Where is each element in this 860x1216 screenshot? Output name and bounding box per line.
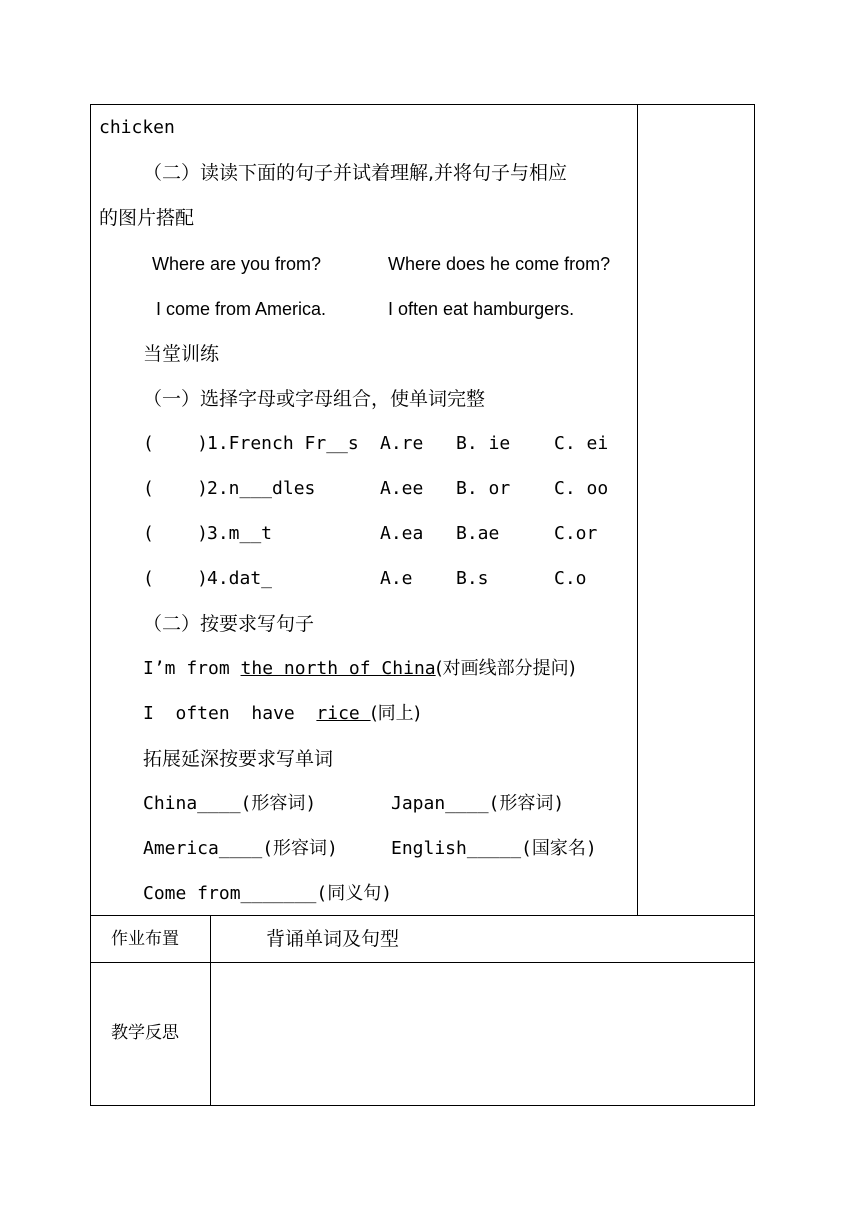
row-divider-homework [90,915,755,916]
write-sentence-2-prefix: I often have [143,703,317,724]
practice-heading: 当堂训练 [143,343,220,365]
extension-english: English_____(国家名) [391,838,597,859]
question-1-option-c: C. ei [554,433,609,454]
label-column-divider [210,915,211,1106]
write-sentence-1-hint: (对画线部分提问) [435,658,576,679]
homework-content: 背诵单词及句型 [266,928,400,950]
question-4-stem: 4.dat_ [207,568,273,589]
word-chicken: chicken [99,117,175,138]
exercise-2-heading: （二）按要求写句子 [143,613,315,635]
question-4-option-b: B.s [456,568,489,589]
row-divider-reflection [90,962,755,963]
question-2-paren: ( ) [143,478,209,499]
question-3-option-a: A.ea [380,523,424,544]
question-4-paren: ( ) [143,568,209,589]
sentence-where-does-he-come-from: Where does he come from? [388,254,611,274]
question-2-option-a: A.ee [380,478,424,499]
question-1-option-b: B. ie [456,433,511,454]
write-sentence-1 [143,658,576,680]
sentence-i-often-eat-hamburgers: I often eat hamburgers. [388,299,575,319]
extension-america: America____(形容词) [143,838,338,859]
question-3-paren: ( ) [143,523,209,544]
question-2-stem: 2.n___dles [207,478,316,499]
question-3-stem: 3.m__t [207,523,273,544]
table-border-top [90,104,755,105]
question-4-option-c: C.o [554,568,587,589]
table-border-right [754,104,755,1106]
write-sentence-2-hint: (同上) [370,703,421,724]
question-4-option-a: A.e [380,568,413,589]
question-3-option-b: B.ae [456,523,500,544]
sentence-where-are-you-from: Where are you from? [152,254,322,274]
section-2-instruction: （二）读读下面的句子并试着理解,并将句子与相应 [143,162,568,184]
question-3-option-c: C.or [554,523,598,544]
exercise-1-heading: （一）选择字母或字母组合，使单词完整 [143,388,486,410]
extension-heading: 拓展延深按要求写单词 [143,748,334,770]
table-border-left [90,104,91,1106]
homework-label: 作业布置 [111,929,179,949]
question-1-option-a: A.re [380,433,424,454]
section-2-instruction-cont: 的图片搭配 [99,207,195,229]
write-sentence-1-underlined: the north of China [240,658,436,679]
question-2-option-c: C. oo [554,478,609,499]
question-1-stem: 1.French Fr__s [207,433,359,454]
write-sentence-2 [143,703,421,725]
question-1-paren: ( ) [143,433,209,454]
content-column-divider [637,104,638,916]
reflection-label: 教学反思 [111,1023,179,1043]
question-2-option-b: B. or [456,478,511,499]
extension-china: China____(形容词) [143,793,317,814]
table-border-bottom [90,1105,755,1106]
extension-japan: Japan____(形容词) [391,793,565,814]
write-sentence-1-prefix: I’m from [143,658,241,679]
extension-come-from: Come from_______(同义句) [143,883,393,904]
write-sentence-2-underlined: rice [316,703,371,724]
sentence-i-come-from-america: I come from America. [156,299,327,319]
